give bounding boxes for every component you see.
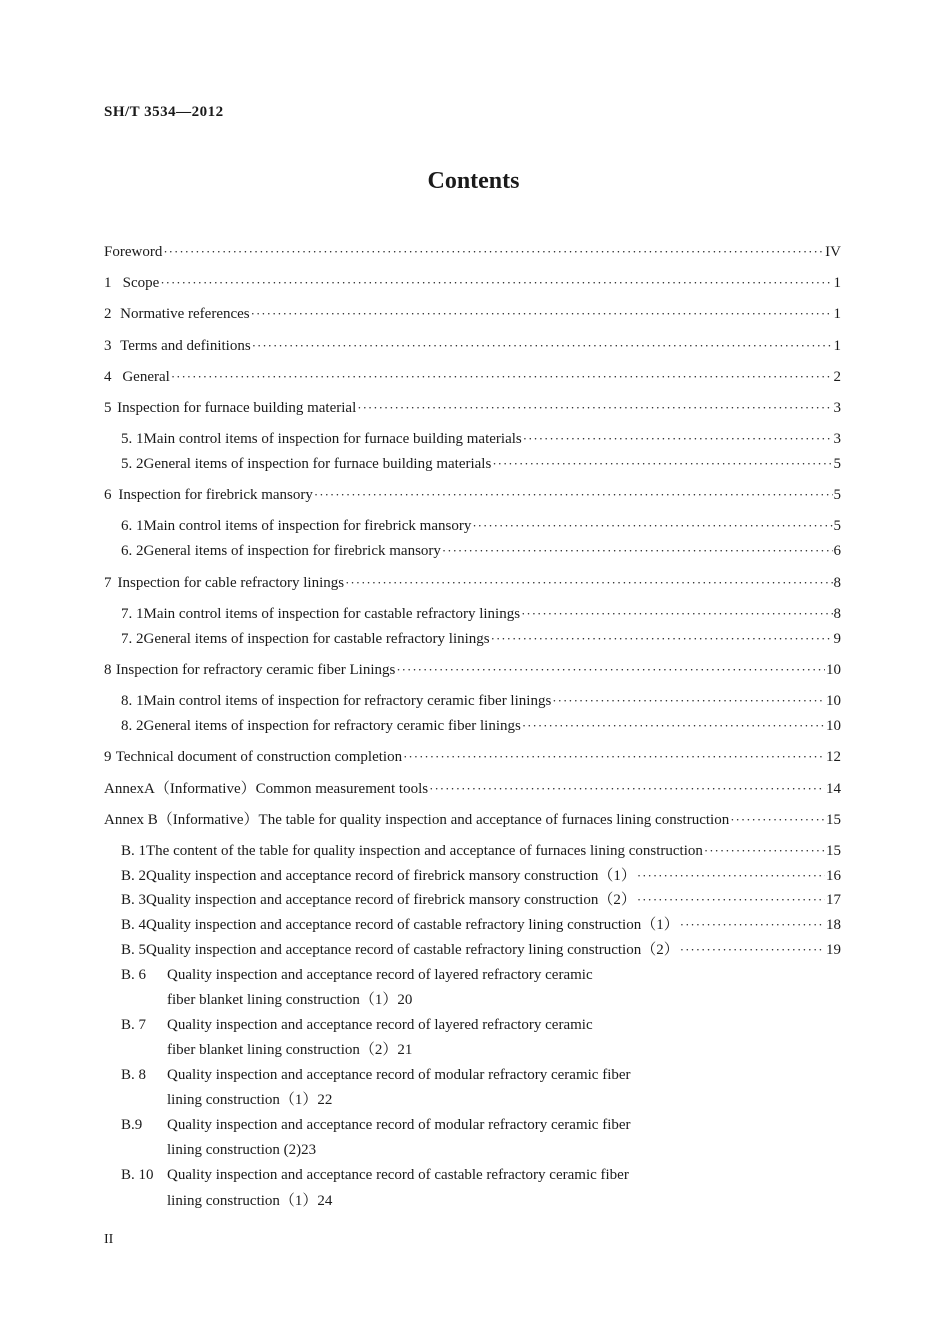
toc-entry-number: B. 6 (121, 967, 147, 983)
toc-entry-page: 15 (826, 812, 841, 828)
toc-entry[interactable] (104, 273, 841, 293)
toc-entry-title: Quality inspection and acceptance record of layered refractory ceramic (167, 967, 593, 983)
toc-entry-page: 1 (833, 306, 841, 322)
page-number: II (104, 1232, 114, 1247)
toc-entry-page: 21 (397, 1042, 413, 1058)
toc-entry[interactable] (104, 747, 841, 767)
toc-entry-number: 7. 2 (121, 631, 144, 647)
toc-entry-page: 14 (826, 781, 841, 797)
toc-entry-number: 5 (104, 400, 112, 416)
toc-entry[interactable] (121, 691, 841, 711)
toc-entry-page: 1 (833, 275, 841, 291)
toc-entry[interactable] (121, 965, 841, 985)
toc-entry-number: 6. 1 (121, 518, 144, 534)
toc-entry[interactable] (121, 940, 841, 960)
toc-entry-title: Terms and definitions (120, 338, 251, 354)
toc-entry[interactable] (121, 541, 841, 561)
toc-entry-title: Inspection for firebrick mansory (118, 487, 313, 503)
toc-entry-title: Main control items of inspection for refractory ceramic fiber linings (143, 693, 552, 709)
toc-entry[interactable] (104, 398, 841, 418)
toc-entry-page: 10 (826, 662, 841, 678)
toc-entry-number: 6. 2 (121, 543, 144, 559)
toc-entry-page: 8 (833, 575, 841, 591)
toc-entry[interactable] (104, 779, 841, 799)
dot-leader (163, 242, 824, 262)
toc-entry-title: Main control items of inspection for firebrick mansory (143, 518, 472, 534)
page-title: Contents (427, 168, 520, 194)
dot-leader (442, 541, 833, 561)
toc-entry-page: 17 (826, 892, 841, 908)
toc-entry-title: Quality inspection and acceptance record of modular refractory ceramic fiber (167, 1067, 631, 1083)
toc-entry[interactable] (121, 454, 841, 474)
dot-leader (552, 691, 825, 711)
toc-entry-page: 24 (317, 1193, 333, 1209)
toc-entry-number: B. 2 (121, 868, 147, 884)
dot-leader (680, 940, 825, 960)
toc-entry[interactable] (104, 367, 841, 387)
dot-leader (730, 810, 825, 830)
toc-entry[interactable] (104, 336, 841, 356)
toc-entry-continuation[interactable] (167, 990, 841, 1010)
toc-entry-page: IV (825, 244, 841, 260)
dot-leader (314, 485, 833, 505)
toc-entry-page: 20 (397, 992, 413, 1008)
toc-entry-title-continuation: fiber blanket lining construction（2） (167, 1042, 398, 1058)
toc-entry-page: 6 (833, 543, 841, 559)
toc-entry-number: 3 (104, 338, 112, 354)
toc-entry-number: B. 8 (121, 1067, 147, 1083)
toc-entry[interactable] (121, 915, 841, 935)
toc-entry-title: Foreword (104, 244, 163, 260)
toc-entry-title: General (122, 369, 170, 385)
toc-entry-number: 8. 1 (121, 693, 144, 709)
toc-entry-page: 16 (826, 868, 841, 884)
toc-entry-title: Inspection for cable refractory linings (117, 575, 345, 591)
toc-entry-number: 8 (104, 662, 112, 678)
toc-entry-continuation[interactable] (167, 1040, 841, 1060)
toc-entry-number: 8. 2 (121, 718, 144, 734)
toc-entry[interactable] (121, 1115, 841, 1135)
toc-entry-page: 22 (317, 1092, 333, 1108)
toc-entry[interactable] (104, 485, 841, 505)
toc-entry[interactable] (121, 841, 841, 861)
toc-entry-number: 1 (104, 275, 112, 291)
toc-entry-title: Normative references (120, 306, 250, 322)
dot-leader (429, 779, 825, 799)
toc-entry-number: B. 10 (121, 1167, 154, 1183)
dot-leader (251, 304, 833, 324)
dot-leader (637, 866, 825, 886)
toc-entry-title: Scope (122, 275, 160, 291)
dot-leader (637, 890, 825, 910)
dot-leader (704, 841, 825, 861)
toc-entry-page: 9 (833, 631, 841, 647)
toc-entry-title: Annex B（Informative）The table for quality inspection and acceptance of furnaces lining construction (104, 812, 730, 828)
dot-leader (523, 429, 833, 449)
toc-entry-continuation[interactable] (167, 1090, 841, 1110)
toc-entry-title: Quality inspection and acceptance record of castable refractory ceramic fiber (167, 1167, 629, 1183)
toc-entry-page: 3 (833, 400, 841, 416)
dot-leader (357, 398, 832, 418)
dot-leader (491, 629, 833, 649)
toc-entry-page: 23 (301, 1142, 317, 1158)
toc-entry-page: 12 (826, 749, 841, 765)
toc-entry-title: Quality inspection and acceptance record of layered refractory ceramic (167, 1017, 593, 1033)
toc-entry[interactable] (104, 573, 841, 593)
toc-entry-title: General items of inspection for furnace building materials (143, 456, 492, 472)
dot-leader (472, 516, 832, 536)
toc-entry[interactable] (121, 604, 841, 624)
toc-entry-title: Quality inspection and acceptance record of castable refractory lining construction（2） (146, 942, 679, 958)
toc-entry-page: 5 (833, 487, 841, 503)
toc-entry-title: Main control items of inspection for furnace building materials (143, 431, 522, 447)
toc-entry-title: Technical document of construction completion (115, 749, 403, 765)
toc-entry[interactable] (104, 304, 841, 324)
toc-entry-continuation[interactable] (167, 1191, 841, 1211)
toc-entry-number: B.9 (121, 1117, 143, 1133)
toc-entry-page: 18 (826, 917, 841, 933)
toc-entry[interactable] (121, 516, 841, 536)
toc-entry-title-continuation: lining construction (2) (167, 1142, 302, 1158)
toc-entry[interactable] (121, 1015, 841, 1035)
toc-entry-number: 7. 1 (121, 606, 144, 622)
toc-entry-continuation[interactable] (167, 1140, 841, 1160)
toc-entry-page: 15 (826, 843, 841, 859)
toc-entry-number: 5. 1 (121, 431, 144, 447)
toc-entry-title: Main control items of inspection for castable refractory linings (143, 606, 521, 622)
toc-entry-page: 10 (826, 718, 841, 734)
dot-leader (492, 454, 832, 474)
toc-entry-title: Inspection for furnace building material (117, 400, 357, 416)
toc-entry-page: 10 (826, 693, 841, 709)
toc-entry-title: Quality inspection and acceptance record of firebrick mansory construction（2） (146, 892, 636, 908)
toc-entry-title-continuation: lining construction（1） (167, 1092, 318, 1108)
dot-leader (396, 660, 825, 680)
toc-entry-page: 19 (826, 942, 841, 958)
toc-entry-number: 6 (104, 487, 112, 503)
toc-entry[interactable] (121, 1065, 841, 1085)
toc-entry-title: Quality inspection and acceptance record of firebrick mansory construction（1） (146, 868, 636, 884)
toc-entry-number: B. 7 (121, 1017, 147, 1033)
toc-entry-number: 7 (104, 575, 112, 591)
toc-entry-page: 2 (833, 369, 841, 385)
toc-entry-title: Inspection for refractory ceramic fiber Linings (115, 662, 396, 678)
dot-leader (403, 747, 825, 767)
toc-entry-number: 5. 2 (121, 456, 144, 472)
toc-entry-number: B. 4 (121, 917, 147, 933)
dot-leader (522, 716, 825, 736)
toc-entry-title: General items of inspection for castable refractory linings (143, 631, 490, 647)
toc-entry-title-continuation: lining construction（1） (167, 1193, 318, 1209)
toc-entry[interactable] (121, 429, 841, 449)
toc-entry-number: 4 (104, 369, 112, 385)
toc-entry-page: 8 (833, 606, 841, 622)
toc-entry[interactable] (121, 890, 841, 910)
dot-leader (160, 273, 832, 293)
toc-entry-number: B. 3 (121, 892, 147, 908)
toc-entry[interactable] (121, 866, 841, 886)
toc-entry-page: 5 (833, 518, 841, 534)
toc-entry-number: 9 (104, 749, 112, 765)
dot-leader (171, 367, 833, 387)
toc-entry-page: 3 (833, 431, 841, 447)
toc-entry-title-continuation: fiber blanket lining construction（1） (167, 992, 398, 1008)
dot-leader (521, 604, 832, 624)
toc-entry-title: General items of inspection for firebrick mansory (143, 543, 441, 559)
toc-entry[interactable] (104, 660, 841, 680)
standard-code: SH/T 3534—2012 (104, 104, 224, 120)
dot-leader (680, 915, 825, 935)
dot-leader (252, 336, 833, 356)
toc-entry-title: General items of inspection for refractory ceramic fiber linings (143, 718, 521, 734)
toc-entry[interactable] (121, 716, 841, 736)
toc-entry[interactable] (104, 810, 841, 830)
toc-entry-page: 5 (833, 456, 841, 472)
toc-entry[interactable] (121, 629, 841, 649)
toc-entry-number: B. 1 (121, 843, 147, 859)
toc-entry-number: B. 5 (121, 942, 147, 958)
toc-entry[interactable] (104, 242, 841, 262)
toc-entry-title: Quality inspection and acceptance record of modular refractory ceramic fiber (167, 1117, 631, 1133)
toc-entry-page: 1 (833, 338, 841, 354)
toc-entry-title: The content of the table for quality inspection and acceptance of furnaces lining construction (146, 843, 703, 859)
toc-entry-title: AnnexA（Informative）Common measurement tools (104, 781, 429, 797)
toc-entry[interactable] (121, 1165, 841, 1185)
toc-entry-number: 2 (104, 306, 112, 322)
toc-entry-title: Quality inspection and acceptance record of castable refractory lining construction（1） (146, 917, 679, 933)
dot-leader (345, 573, 832, 593)
